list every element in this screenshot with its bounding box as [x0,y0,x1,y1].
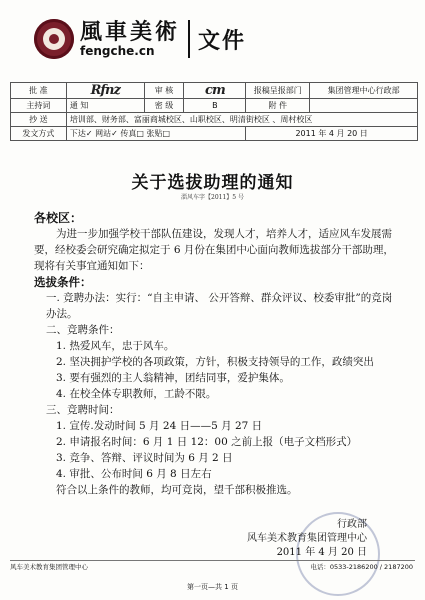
keyword-value: 通 知 [66,99,144,113]
issue-date: 2011 年 4 月 20 日 [246,127,418,141]
empty-checkbox-icon: □ [136,129,144,138]
brand-block [80,21,180,58]
review-label: 审 核 [144,83,184,99]
keyword-label: 主持词 [11,99,67,113]
sign-dept: 行政部 [337,519,367,530]
cc-label: 抄 送 [11,113,67,127]
section-3: 三、竞聘时间： [46,404,120,416]
method-web: 网站 [95,129,112,138]
submit-dept: 集团管理中心行政部 [310,83,418,99]
header-divider [188,20,190,58]
approve-signature [66,83,144,99]
table-row [11,83,418,99]
footer-org: 风车美术教育集团管理中心 [10,563,88,571]
time-1: 1. 宣传.发动时间 5 月 24 日——5 月 27 日 [56,420,263,432]
salutation: 各校区： [34,211,83,225]
cc-value: 培训部、财务部、富丽商城校区、山职校区、明清街校区 、周村校区 [66,113,417,127]
time-2: 2. 申请报名时间：6 月 1 日 12：00 之前上报（电子文档形式） [56,436,358,448]
signature-block [247,518,367,560]
section-1: 一. 竞聘办法：实行：“自主申请、 公开答辩、群众评议、校委审批”的竞岗办法。 [46,292,393,320]
section-heading: 选拔条件： [34,275,92,289]
intro-paragraph: 为进一步加强学校干部队伍建设，发现人才，培养人才，适应风车发展需要，经校委会研究确定拟定于 6 月份在集团中心面向教师选拔部分干部助理，现将有关事宜通知如下： [34,228,394,272]
attach-label: 附 件 [246,99,310,113]
page-number: 第一页—共 1 页 [187,583,238,591]
letterhead [34,13,246,65]
method-fax: 传真 [120,129,137,138]
table-row [11,127,418,141]
review-signature [184,83,246,99]
footer-phone: 电话：0533-2186200 / 2187200 [310,563,413,571]
notice-title: 关于选拔助理的通知 [131,173,294,193]
secret-value: B [184,99,246,113]
check-mark-icon: ✓ [111,129,118,138]
fengche-logo-icon [34,19,74,59]
condition-1: 1. 热爱风车，忠于风车。 [56,340,175,352]
brand-domain: fengche.cn [80,43,155,58]
sign-org: 风车美术教育集团管理中心 [247,533,367,544]
notice-body [34,208,394,498]
condition-4: 4. 在校全体专职教师，工龄不限。 [56,388,217,400]
condition-3: 3. 要有强烈的主人翁精神，团结同事，爱护集体。 [56,372,290,384]
method-label: 发文方式 [11,127,67,141]
attach-value [310,99,418,113]
review-sig-text: cm [205,83,225,98]
approve-sig-text: Rfnz [90,83,120,98]
secret-label: 密 级 [144,99,184,113]
section-2: 二、竞聘条件： [46,324,120,336]
submit-label: 报稿呈报部门 [246,83,310,99]
doc-type-label: 文件 [198,28,247,54]
closing-line: 符合以上条件的教师，均可竞岗，望千部积极推选。 [56,484,298,496]
brand-name: 風車美術 [80,19,181,45]
method-options [66,127,245,141]
footer-divider [10,560,415,561]
time-4: 4. 审批、公布时间 6 月 8 日左右 [56,468,212,480]
method-post: 张贴 [146,129,163,138]
method-issue: 下达 [69,129,86,138]
sign-date: 2011 年 4 月 20 日 [276,547,367,558]
approval-table [10,82,418,141]
doc-number: 淄风车字【2011】5 号 [181,194,244,201]
condition-2: 2. 坚决拥护学校的各项政策，方针，积极支持领导的工作，政绩突出 [56,356,374,368]
approve-label: 批 准 [11,83,67,99]
check-mark-icon: ✓ [85,129,93,138]
empty-checkbox-icon: □ [162,129,171,138]
table-row [11,113,418,127]
table-row [11,99,418,113]
time-3: 3. 竞争、答辩、评议时间为 6 月 2 日 [56,452,233,464]
